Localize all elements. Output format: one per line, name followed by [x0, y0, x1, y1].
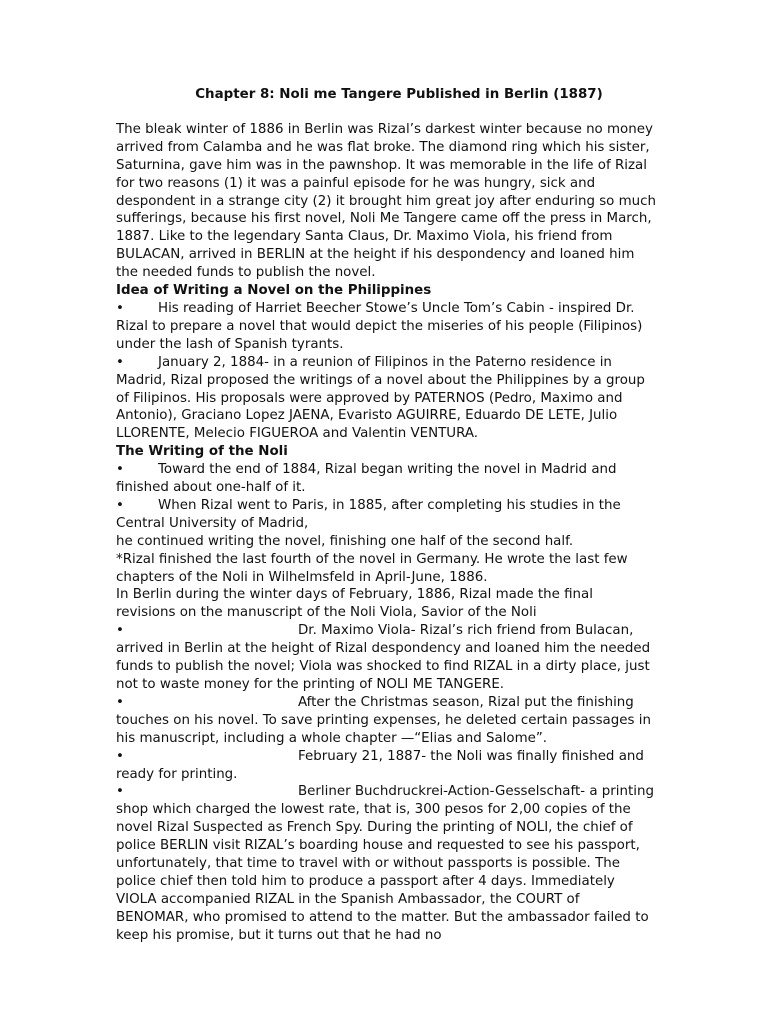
section-heading: The Writing of the Noli	[116, 444, 288, 460]
document-page	[116, 86, 656, 945]
page-title: Chapter 8: Noli me Tangere Published in Berlin (1887)	[195, 87, 603, 102]
bullet-icon: •	[116, 354, 124, 370]
bullet-item	[116, 300, 656, 354]
bullet-item	[116, 748, 656, 784]
bullet-text: Toward the end of 1884, Rizal began writing the novel in Madrid and finished about one-half of it.	[116, 462, 617, 496]
bullet-text: When Rizal went to Paris, in 1885, after completing his studies in the Central University of Madrid,	[116, 497, 621, 531]
bullet-text: January 2, 1884- in a reunion of Filipinos in the Paterno residence in Madrid, Rizal proposed the writings of a novel about the Philippines by a group of Filipinos. His proposals were approved by PATERNOS (Pedro, Maximo and Antonio), Graciano Lopez JAENA, Evaristo AGUIRRE, Eduardo DE LETE, Julio LLORENTE, Melecio FIGUEROA and Valentin VENTURA.	[116, 354, 645, 442]
bullet-text: Berliner Buchdruckrei-Action-Gesselschaft- a printing shop which charged the lowest rate, that is, 300 pesos for 2,00 copies of the novel Rizal Suspected as French Spy. During the printing of NOLI, the chief of police BERLIN visit RIZAL’s boarding house and requested to see his passport, unfortunately, that time to travel with or without passports is possible. The police chief then told him to produce a passport after 4 days. Immediately VIOLA accompanied RIZAL in the Spanish Ambassador, the COURT of BENOMAR, who promised to attend to the matter. But the ambassador failed to keep his promise, but it turns out that he had no	[116, 784, 654, 943]
paragraph: The bleak winter of 1886 in Berlin was Rizal’s darkest winter because no money arrived from Calamba and he was flat broke. The diamond ring which his sister, Saturnina, gave him was in the pawnshop. It was memorable in the life of Rizal for two reasons (1) it was a painful episode for he was hungry, sick and despondent in a strange city (2) it brought him great joy after enduring so much sufferings, because his first novel, Noli Me Tangere came off the press in March, 1887. Like to the legendary Santa Claus, Dr. Maximo Viola, his friend from BULACAN, arrived in BERLIN at the height if his despondency and loaned him the needed funds to publish the novel.	[116, 121, 657, 281]
bullet-text: February 21, 1887- the Noli was finally finished and ready for printing.	[116, 748, 644, 782]
bullet-icon: •	[116, 300, 124, 316]
section-heading: Idea of Writing a Novel on the Philippines	[116, 283, 432, 299]
bullet-text: After the Christmas season, Rizal put the finishing touches on his novel. To save printing expenses, he deleted certain passages in his manuscript, including a whole chapter —“Elias and Salome”.	[116, 694, 651, 746]
bullet-icon: •	[116, 784, 124, 800]
paragraph: *Rizal finished the last fourth of the novel in Germany. He wrote the last few chapters of the Noli in Wilhelmsfeld in April-June, 1886.	[116, 551, 628, 585]
bullet-icon: •	[116, 694, 124, 710]
bullet-icon: •	[116, 462, 124, 478]
bullet-icon: •	[116, 497, 124, 513]
bullet-item	[116, 783, 656, 944]
bullet-icon: •	[116, 748, 124, 764]
bullet-text: His reading of Harriet Beecher Stowe’s Uncle Tom’s Cabin - inspired Dr. Rizal to prepare a novel that would depict the miseries of his people (Filipinos) under the lash of Spanish tyrants.	[116, 300, 643, 352]
bullet-item	[116, 354, 656, 444]
document-body	[116, 121, 656, 945]
bullet-item	[116, 622, 656, 694]
bullet-item	[116, 497, 656, 533]
bullet-item	[116, 461, 656, 497]
paragraph: he continued writing the novel, finishing one half of the second half.	[116, 533, 574, 549]
bullet-item	[116, 694, 656, 748]
paragraph: In Berlin during the winter days of February, 1886, Rizal made the final revisions on the manuscript of the Noli Viola, Savior of the Noli	[116, 587, 593, 621]
bullet-icon: •	[116, 623, 124, 639]
bullet-text: Dr. Maximo Viola- Rizal’s rich friend from Bulacan, arrived in Berlin at the height of Rizal despondency and loaned him the needed funds to publish the novel; Viola was shocked to find RIZAL in a dirty place, just not to waste money for the printing of NOLI ME TANGERE.	[116, 623, 651, 692]
